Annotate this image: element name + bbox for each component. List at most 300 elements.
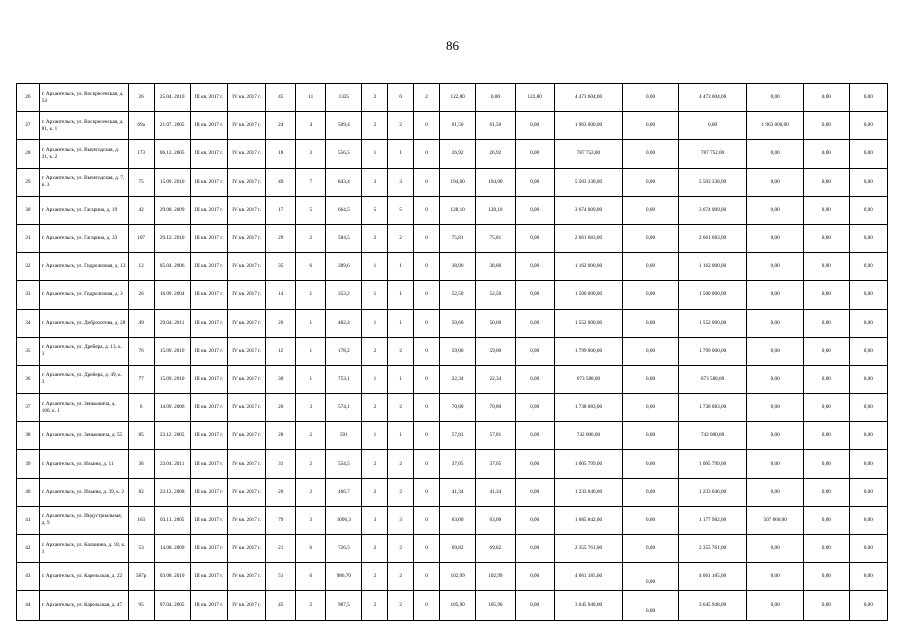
cell-sum-a: 63,00 — [476, 506, 515, 534]
cell-units-total: 2 — [362, 224, 388, 252]
cell-cost-total: 787 752,00 — [554, 140, 622, 168]
cell-area: 987,5 — [326, 591, 362, 621]
cell-fund-extra: 0,00 — [849, 84, 887, 112]
table-row — [17, 253, 888, 281]
cell-cost-total: 1 233 646,00 — [554, 478, 622, 506]
cell-sum-b: 0,00 — [515, 591, 554, 621]
cell-start-quarter: III кв. 2017 г. — [190, 563, 227, 591]
cell-apartments: 11 — [296, 84, 326, 112]
cell-program-number: 42 — [128, 196, 154, 224]
cell-fund-federal: 0,00 — [623, 112, 679, 140]
cell-row-number: 28 — [17, 140, 40, 168]
cell-fund-other: 0,00 — [804, 591, 850, 621]
cell-address: г. Архангельск, ул. Зеньковича, д. 100, к. 1 — [39, 394, 128, 422]
cell-area: 1096,3 — [326, 506, 362, 534]
cell-units-b: 0 — [414, 478, 440, 506]
cell-fund-extra: 0,00 — [849, 309, 887, 337]
cell-units-b: 2 — [414, 84, 440, 112]
cell-value: 0,00 — [645, 608, 656, 615]
cell-program-number: 85 — [128, 422, 154, 450]
cell-end-quarter: IV кв. 2017 г. — [228, 253, 266, 281]
cell-date: 29.04. 2011 — [154, 309, 190, 337]
table-row — [17, 422, 888, 450]
cell-units-total: 1 — [362, 140, 388, 168]
cell-sum-a: 38,80 — [476, 253, 515, 281]
cell-fund-local: 0,00 — [747, 168, 804, 196]
cell-units-a: 1 — [388, 140, 414, 168]
cell-apartments: 2 — [296, 422, 326, 450]
cell-sum-total: 37,05 — [440, 450, 476, 478]
cell-sum-b: 0,00 — [515, 309, 554, 337]
cell-residents: 18 — [266, 140, 296, 168]
cell-residents: 14 — [266, 281, 296, 309]
cell-fund-other: 0,00 — [804, 365, 850, 393]
cell-units-a: 1 — [388, 365, 414, 393]
cell-fund-extra: 0,00 — [849, 450, 887, 478]
cell-fund-regional: 4 473 604,00 — [678, 84, 746, 112]
table-row — [17, 309, 888, 337]
cell-apartments: 3 — [296, 506, 326, 534]
cell-area: 591 — [326, 422, 362, 450]
cell-sum-a: 41,34 — [476, 478, 515, 506]
cell-program-number: 173 — [128, 140, 154, 168]
cell-sum-total: 61,50 — [440, 112, 476, 140]
cell-row-number: 33 — [17, 281, 40, 309]
cell-area: 509,4 — [326, 112, 362, 140]
cell-cost-total: 1 963 000,00 — [554, 112, 622, 140]
cell-sum-a: 128,10 — [476, 196, 515, 224]
cell-row-number: 32 — [17, 253, 40, 281]
cell-cost-total: 1 552 000,00 — [554, 309, 622, 337]
cell-fund-federal: 0,00 — [623, 168, 679, 196]
cell-date: 21.07. 2005 — [154, 112, 190, 140]
cell-area: 584,5 — [326, 224, 362, 252]
cell-end-quarter: IV кв. 2017 г. — [228, 591, 266, 621]
cell-fund-local: 0,00 — [747, 535, 804, 563]
table-row — [17, 224, 888, 252]
cell-address: г. Архангельск, ул. Калинина, д. 18, к. 1 — [39, 535, 128, 563]
cell-units-a: 1 — [388, 281, 414, 309]
cell-row-number: 40 — [17, 478, 40, 506]
cell-fund-regional: 1 738 083,00 — [678, 394, 746, 422]
cell-program-number: 587р — [128, 563, 154, 591]
cell-end-quarter: IV кв. 2017 г. — [228, 84, 266, 112]
table-row — [17, 196, 888, 224]
cell-sum-total: 70,80 — [440, 394, 476, 422]
cell-fund-other: 0,00 — [804, 140, 850, 168]
cell-start-quarter: III кв. 2017 г. — [190, 506, 227, 534]
cell-fund-regional: 1 177 982,00 — [678, 506, 746, 534]
cell-units-total: 1 — [362, 281, 388, 309]
cell-date: 03.11. 2005 — [154, 506, 190, 534]
cell-area: 389,6 — [326, 253, 362, 281]
table-row — [17, 478, 888, 506]
cell-date: 03.08. 2010 — [154, 563, 190, 591]
cell-apartments: 1 — [296, 281, 326, 309]
cell-fund-extra: 0,00 — [849, 253, 887, 281]
cell-sum-a: 37,05 — [476, 450, 515, 478]
cell-end-quarter: IV кв. 2017 г. — [228, 535, 266, 563]
cell-residents: 26 — [266, 309, 296, 337]
cell-area: 664,5 — [326, 196, 362, 224]
cell-fund-extra: 0,00 — [849, 506, 887, 534]
cell-address: г. Архангельск, ул. Зеньковича, д. 55 — [39, 422, 128, 450]
cell-units-b: 0 — [414, 563, 440, 591]
cell-date: 29.08. 2009 — [154, 196, 190, 224]
cell-date: 23.04. 2011 — [154, 450, 190, 478]
cell-fund-regional: 673 588,00 — [678, 365, 746, 393]
cell-sum-b: 0,00 — [515, 535, 554, 563]
cell-program-number: 6 — [128, 394, 154, 422]
table-row — [17, 281, 888, 309]
cell-units-total: 2 — [362, 535, 388, 563]
cell-cost-total: 1 005 799,00 — [554, 450, 622, 478]
cell-row-number: 39 — [17, 450, 40, 478]
cell-fund-federal: 0,00 — [623, 309, 679, 337]
cell-residents: 51 — [266, 563, 296, 591]
cell-area: 353,2 — [326, 281, 362, 309]
cell-fund-other: 0,00 — [804, 253, 850, 281]
cell-row-number: 43 — [17, 563, 40, 591]
cell-fund-extra: 0,00 — [849, 281, 887, 309]
cell-date: 15.09. 2010 — [154, 337, 190, 365]
cell-sum-b: 0,00 — [515, 196, 554, 224]
cell-date: 23.12. 2005 — [154, 422, 190, 450]
cell-end-quarter: IV кв. 2017 г. — [228, 112, 266, 140]
cell-program-number: 26 — [128, 281, 154, 309]
cell-end-quarter: IV кв. 2017 г. — [228, 506, 266, 534]
table-row — [17, 394, 888, 422]
cell-fund-local: 0,00 — [747, 591, 804, 621]
cell-residents: 49 — [266, 168, 296, 196]
cell-units-total: 2 — [362, 591, 388, 621]
cell-units-b: 0 — [414, 112, 440, 140]
cell-row-number: 31 — [17, 224, 40, 252]
cell-start-quarter: III кв. 2017 г. — [190, 591, 227, 621]
cell-sum-total: 52,50 — [440, 281, 476, 309]
cell-fund-federal: 0,00 — [623, 337, 679, 365]
cell-sum-a: 75,81 — [476, 224, 515, 252]
cell-units-a: 1 — [388, 309, 414, 337]
cell-end-quarter: IV кв. 2017 г. — [228, 365, 266, 393]
cell-start-quarter: III кв. 2017 г. — [190, 84, 227, 112]
cell-cost-total: 673 588,00 — [554, 365, 622, 393]
cell-fund-local: 0,00 — [747, 196, 804, 224]
cell-program-number: 77 — [128, 365, 154, 393]
cell-fund-local: 0,00 — [747, 450, 804, 478]
cell-area: 178,2 — [326, 337, 362, 365]
cell-fund-local: 0,00 — [747, 394, 804, 422]
cell-fund-other: 0,00 — [804, 281, 850, 309]
cell-fund-local: 0,00 — [747, 140, 804, 168]
cell-fund-regional: 0,00 — [678, 112, 746, 140]
cell-sum-b: 0,00 — [515, 506, 554, 534]
cell-row-number: 44 — [17, 591, 40, 621]
cell-units-b: 0 — [414, 224, 440, 252]
cell-cost-total: 4 473 604,00 — [554, 84, 622, 112]
cell-address: г. Архангельск, ул. Вычегодская, д. 7, к. 3 — [39, 168, 128, 196]
cell-units-b: 0 — [414, 168, 440, 196]
cell-fund-regional: 1 500 000,00 — [678, 281, 746, 309]
cell-sum-total: 38,80 — [440, 253, 476, 281]
cell-fund-extra: 0,00 — [849, 196, 887, 224]
cell-address: г. Архангельск, ул. Воскресенская, д. 54 — [39, 84, 128, 112]
cell-cost-total: 1 162 000,00 — [554, 253, 622, 281]
table-row — [17, 535, 888, 563]
cell-end-quarter: IV кв. 2017 г. — [228, 140, 266, 168]
cell-sum-a: 52,50 — [476, 281, 515, 309]
cell-sum-total: 102,99 — [440, 563, 476, 591]
cell-units-b: 0 — [414, 506, 440, 534]
cell-sum-a: 69,82 — [476, 535, 515, 563]
cell-sum-total: 50,60 — [440, 309, 476, 337]
cell-fund-federal — [623, 563, 679, 591]
cell-units-a: 2 — [388, 394, 414, 422]
cell-units-total: 1 — [362, 365, 388, 393]
cell-sum-a: 105,90 — [476, 591, 515, 621]
cell-row-number: 42 — [17, 535, 40, 563]
cell-units-b: 0 — [414, 253, 440, 281]
cell-units-total: 3 — [362, 168, 388, 196]
cell-apartments: 1 — [296, 309, 326, 337]
cell-address: г. Архангельск, ул. Воскресенская, д. 81, к. 1 — [39, 112, 128, 140]
cell-start-quarter: III кв. 2017 г. — [190, 394, 227, 422]
cell-end-quarter: IV кв. 2017 г. — [228, 196, 266, 224]
cell-row-number: 35 — [17, 337, 40, 365]
cell-date: 07.04. 2005 — [154, 591, 190, 621]
cell-apartments: 2 — [296, 591, 326, 621]
cell-start-quarter: III кв. 2017 г. — [190, 140, 227, 168]
cell-sum-a: 70,80 — [476, 394, 515, 422]
cell-fund-local: 0,00 — [747, 478, 804, 506]
cell-units-a: 1 — [388, 253, 414, 281]
cell-units-a: 2 — [388, 112, 414, 140]
cell-fund-regional: 2 355 761,00 — [678, 535, 746, 563]
cell-address: г. Архангельск, ул. Карельская, д. 47 — [39, 591, 128, 621]
cell-units-a: 3 — [388, 506, 414, 534]
cell-program-number: 53 — [128, 535, 154, 563]
cell-address: г. Архангельск, ул. Гидролизная, д. 13 — [39, 253, 128, 281]
cell-cost-total: 1 799 000,00 — [554, 337, 622, 365]
cell-fund-extra: 0,00 — [849, 168, 887, 196]
cell-fund-other: 0,00 — [804, 394, 850, 422]
cell-fund-regional: 1 799 000,00 — [678, 337, 746, 365]
cell-sum-total: 22,34 — [440, 365, 476, 393]
cell-start-quarter: III кв. 2017 г. — [190, 253, 227, 281]
table-row — [17, 84, 888, 112]
cell-fund-extra: 0,00 — [849, 112, 887, 140]
cell-fund-extra: 0,00 — [849, 140, 887, 168]
cell-units-a: 0 — [388, 84, 414, 112]
cell-sum-a: 0,00 — [476, 84, 515, 112]
cell-cost-total: 2 661 683,00 — [554, 224, 622, 252]
cell-fund-local: 0,00 — [747, 84, 804, 112]
cell-fund-extra: 0,00 — [849, 337, 887, 365]
cell-sum-b: 0,00 — [515, 281, 554, 309]
cell-row-number: 38 — [17, 422, 40, 450]
cell-address: г. Архангельск, ул. Гагарина, д. 19 — [39, 196, 128, 224]
cell-sum-b: 0,00 — [515, 450, 554, 478]
cell-apartments: 3 — [296, 140, 326, 168]
table-row — [17, 450, 888, 478]
cell-units-total: 5 — [362, 196, 388, 224]
cell-area: 843,4 — [326, 168, 362, 196]
cell-address: г. Архангельск, ул. Индустриальная, д. 9 — [39, 506, 128, 534]
cell-row-number: 29 — [17, 168, 40, 196]
cell-fund-local: 1 963 000,00 — [747, 112, 804, 140]
cell-end-quarter: IV кв. 2017 г. — [228, 309, 266, 337]
cell-fund-other: 0,00 — [804, 563, 850, 591]
cell-residents: 79 — [266, 506, 296, 534]
cell-sum-b: 0,00 — [515, 112, 554, 140]
cell-sum-a: 57,81 — [476, 422, 515, 450]
cell-fund-federal: 0,00 — [623, 422, 679, 450]
cell-sum-total: 122,80 — [440, 84, 476, 112]
cell-fund-other: 0,00 — [804, 309, 850, 337]
cell-sum-b: 0,00 — [515, 394, 554, 422]
cell-fund-other: 0,00 — [804, 506, 850, 534]
cell-fund-local: 0,00 — [747, 253, 804, 281]
cell-units-total: 2 — [362, 84, 388, 112]
cell-apartments: 2 — [296, 450, 326, 478]
cell-fund-federal: 0,00 — [623, 224, 679, 252]
cell-fund-federal: 0,00 — [623, 535, 679, 563]
cell-date: 15.09. 2010 — [154, 365, 190, 393]
cell-sum-total: 63,00 — [440, 506, 476, 534]
page-number: 86 — [446, 38, 459, 53]
cell-units-b: 0 — [414, 591, 440, 621]
data-table — [16, 83, 888, 621]
cell-sum-a: 194,00 — [476, 168, 515, 196]
cell-fund-federal: 0,00 — [623, 140, 679, 168]
cell-units-total: 2 — [362, 394, 388, 422]
cell-cost-total: 5 503 338,00 — [554, 168, 622, 196]
cell-fund-local: 0,00 — [747, 309, 804, 337]
cell-cost-total: 1 738 083,00 — [554, 394, 622, 422]
cell-residents: 28 — [266, 422, 296, 450]
cell-program-number: 69а — [128, 112, 154, 140]
cell-sum-b: 0,00 — [515, 365, 554, 393]
cell-program-number: 12 — [128, 253, 154, 281]
cell-end-quarter: IV кв. 2017 г. — [228, 224, 266, 252]
cell-row-number: 37 — [17, 394, 40, 422]
cell-apartments: 2 — [296, 224, 326, 252]
cell-sum-b: 0,00 — [515, 563, 554, 591]
cell-fund-extra: 0,00 — [849, 591, 887, 621]
cell-units-total: 2 — [362, 563, 388, 591]
cell-units-total: 1 — [362, 422, 388, 450]
cell-fund-other: 0,00 — [804, 168, 850, 196]
cell-units-b: 0 — [414, 337, 440, 365]
cell-fund-local: 0,00 — [747, 224, 804, 252]
cell-units-b: 0 — [414, 140, 440, 168]
cell-sum-total: 128,10 — [440, 196, 476, 224]
cell-fund-federal: 0,00 — [623, 394, 679, 422]
cell-start-quarter: III кв. 2017 г. — [190, 535, 227, 563]
cell-apartments: 1 — [296, 365, 326, 393]
cell-units-b: 0 — [414, 365, 440, 393]
cell-sum-b: 0,00 — [515, 224, 554, 252]
cell-sum-total: 105,90 — [440, 591, 476, 621]
cell-units-a: 2 — [388, 337, 414, 365]
cell-units-a: 2 — [388, 535, 414, 563]
cell-units-a: 3 — [388, 168, 414, 196]
cell-sum-a: 50,60 — [476, 309, 515, 337]
cell-end-quarter: IV кв. 2017 г. — [228, 478, 266, 506]
cell-address: г. Архангельск, ул. Ильина, д. 11 — [39, 450, 128, 478]
cell-cost-total: 3 645 948,00 — [554, 591, 622, 621]
cell-area: 753,1 — [326, 365, 362, 393]
cell-start-quarter: III кв. 2017 г. — [190, 168, 227, 196]
cell-fund-extra: 0,00 — [849, 535, 887, 563]
cell-fund-federal: 0,00 — [623, 450, 679, 478]
cell-units-a: 2 — [388, 450, 414, 478]
cell-row-number: 30 — [17, 196, 40, 224]
cell-area: 554,5 — [326, 450, 362, 478]
cell-fund-regional: 1 233 646,00 — [678, 478, 746, 506]
cell-end-quarter: IV кв. 2017 г. — [228, 281, 266, 309]
cell-address: г. Архангельск, ул. Гидролизная, д. 3 — [39, 281, 128, 309]
cell-fund-federal: 0,00 — [623, 84, 679, 112]
cell-date: 29.12. 2010 — [154, 224, 190, 252]
cell-sum-a: 59,00 — [476, 337, 515, 365]
cell-units-total: 3 — [362, 506, 388, 534]
cell-fund-federal: 0,00 — [623, 196, 679, 224]
cell-units-b: 0 — [414, 422, 440, 450]
cell-row-number: 26 — [17, 84, 40, 112]
cell-apartments: 7 — [296, 168, 326, 196]
cell-date: 14.09. 2006 — [154, 394, 190, 422]
cell-units-total: 2 — [362, 337, 388, 365]
cell-program-number: 75 — [128, 168, 154, 196]
cell-units-a: 1 — [388, 422, 414, 450]
cell-fund-extra: 0,00 — [849, 422, 887, 450]
cell-fund-regional: 1 552 000,00 — [678, 309, 746, 337]
cell-fund-regional: 5 503 338,00 — [678, 168, 746, 196]
cell-units-b: 0 — [414, 450, 440, 478]
table-row — [17, 168, 888, 196]
cell-fund-regional: 4 061 185,00 — [678, 563, 746, 591]
cell-apartments: 4 — [296, 112, 326, 140]
cell-units-a: 2 — [388, 563, 414, 591]
cell-cost-total: 1 500 000,00 — [554, 281, 622, 309]
cell-end-quarter: IV кв. 2017 г. — [228, 168, 266, 196]
table-row — [17, 365, 888, 393]
cell-sum-total: 59,00 — [440, 337, 476, 365]
cell-row-number: 36 — [17, 365, 40, 393]
cell-program-number: 107 — [128, 224, 154, 252]
cell-fund-federal: 0,00 — [623, 253, 679, 281]
cell-fund-local: 507 860,00 — [747, 506, 804, 534]
cell-start-quarter: III кв. 2017 г. — [190, 309, 227, 337]
cell-fund-extra: 0,00 — [849, 224, 887, 252]
cell-units-total: 1 — [362, 309, 388, 337]
cell-fund-extra: 0,00 — [849, 394, 887, 422]
cell-row-number: 27 — [17, 112, 40, 140]
cell-units-a: 5 — [388, 196, 414, 224]
cell-program-number: 26 — [128, 84, 154, 112]
cell-residents: 45 — [266, 84, 296, 112]
table-row — [17, 506, 888, 534]
cell-sum-b: 0,00 — [515, 140, 554, 168]
cell-fund-local: 0,00 — [747, 422, 804, 450]
cell-start-quarter: III кв. 2017 г. — [190, 450, 227, 478]
cell-cost-total: 742 000,00 — [554, 422, 622, 450]
cell-fund-local: 0,00 — [747, 281, 804, 309]
cell-residents: 12 — [266, 337, 296, 365]
table-row — [17, 591, 888, 621]
cell-fund-other: 0,00 — [804, 112, 850, 140]
